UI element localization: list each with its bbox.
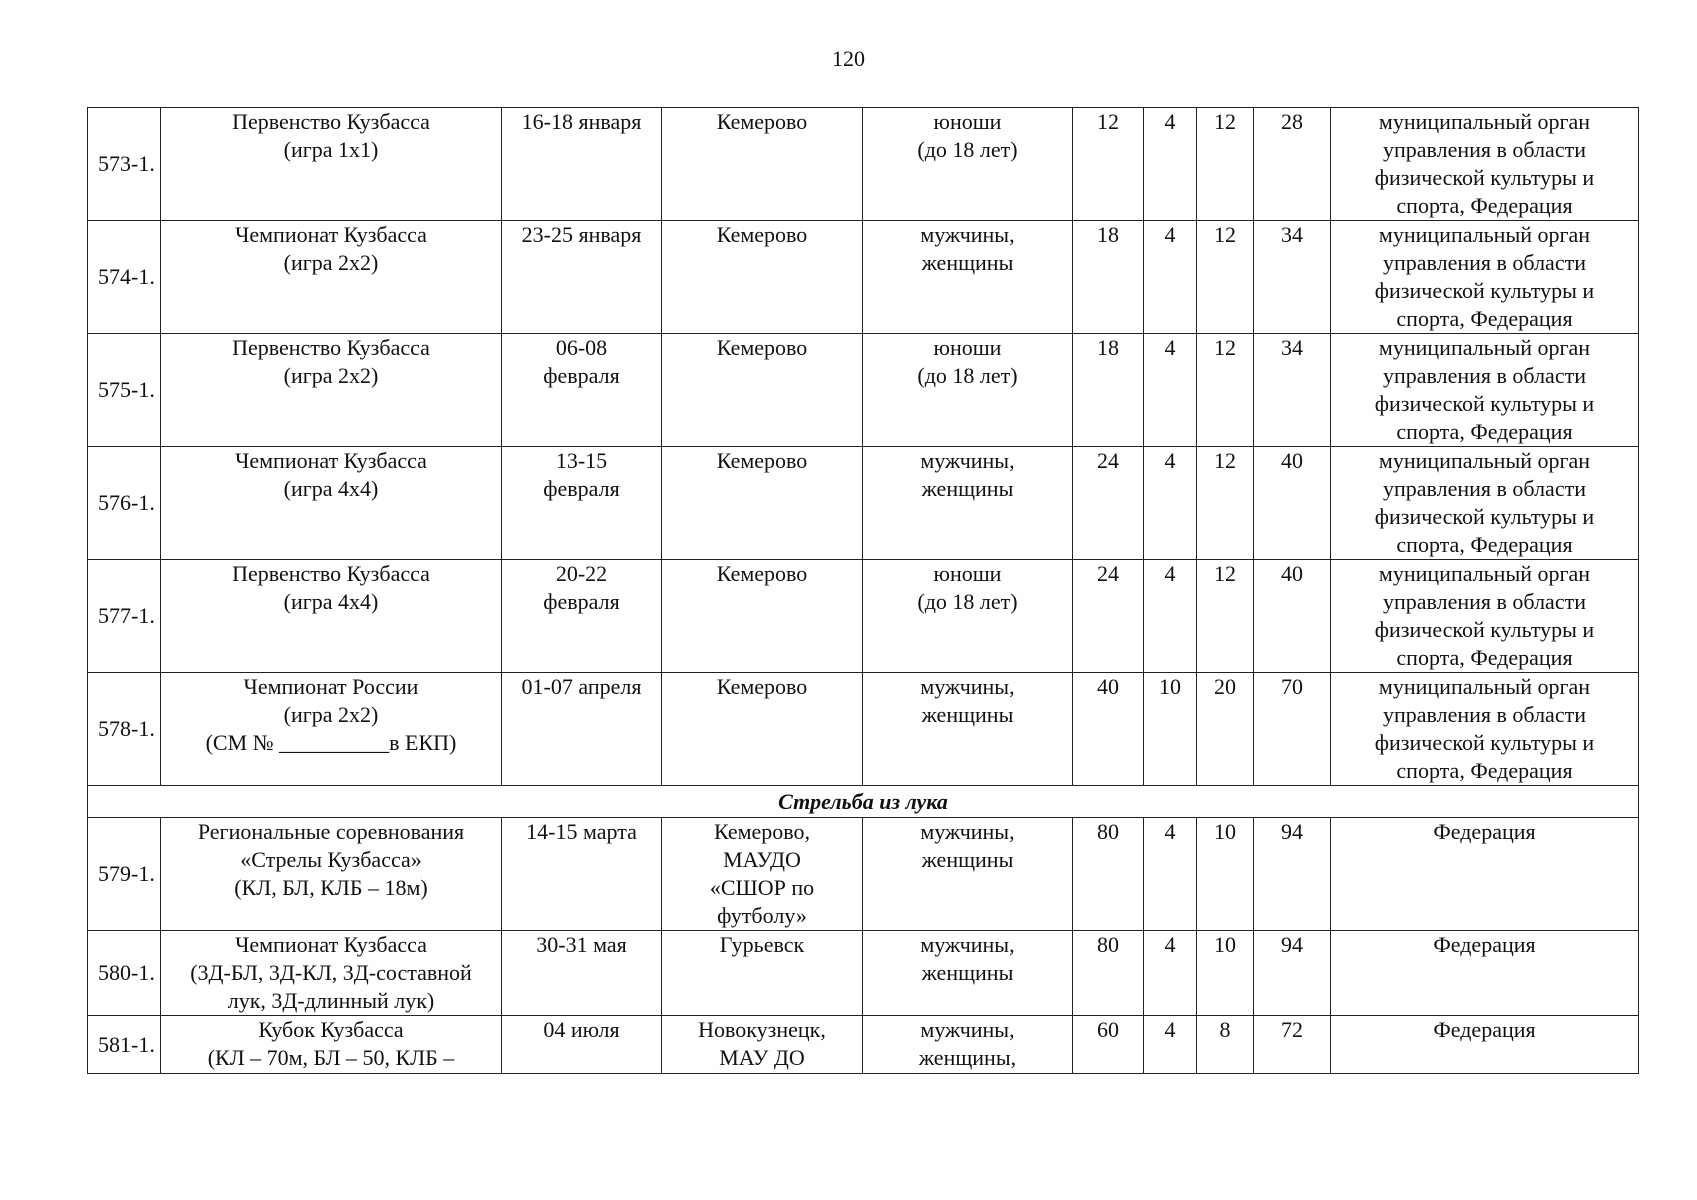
event-place: Кемерово — [662, 221, 863, 334]
row-number: 575-1. — [88, 334, 161, 447]
count-col5: 24 — [1073, 560, 1144, 673]
count-total: 34 — [1254, 334, 1331, 447]
count-col5: 80 — [1073, 931, 1144, 1016]
event-dates: 20-22 февраля — [502, 560, 662, 673]
count-col7: 12 — [1197, 560, 1254, 673]
count-col6: 10 — [1144, 673, 1197, 786]
count-col5: 80 — [1073, 818, 1144, 931]
count-col6: 4 — [1144, 818, 1197, 931]
section-row — [88, 786, 1639, 818]
event-participants: мужчины, женщины, — [863, 1016, 1073, 1074]
event-name: Чемпионат Кузбасса (игра 4х4) — [161, 447, 502, 560]
event-dates: 06-08 февраля — [502, 334, 662, 447]
count-col7: 10 — [1197, 931, 1254, 1016]
row-number: 577-1. — [88, 560, 161, 673]
count-col5: 18 — [1073, 221, 1144, 334]
row-number: 581-1. — [88, 1016, 161, 1074]
count-col6: 4 — [1144, 1016, 1197, 1074]
event-dates: 14-15 марта — [502, 818, 662, 931]
event-organizer: Федерация — [1331, 931, 1639, 1016]
count-col5: 12 — [1073, 108, 1144, 221]
count-col6: 4 — [1144, 108, 1197, 221]
event-place: Кемерово, МАУДО «СШОР по футболу» — [662, 818, 863, 931]
event-participants: мужчины, женщины — [863, 673, 1073, 786]
count-col5: 60 — [1073, 1016, 1144, 1074]
event-organizer: Федерация — [1331, 818, 1639, 931]
table-row — [88, 931, 1639, 1016]
event-organizer: Федерация — [1331, 1016, 1639, 1074]
table-row — [88, 1016, 1639, 1074]
event-place: Новокузнецк, МАУ ДО — [662, 1016, 863, 1074]
event-place: Кемерово — [662, 673, 863, 786]
event-organizer: муниципальный орган управления в области физической культуры и спорта, Федерация — [1331, 221, 1639, 334]
count-total: 94 — [1254, 931, 1331, 1016]
event-participants: мужчины, женщины — [863, 221, 1073, 334]
count-total: 28 — [1254, 108, 1331, 221]
event-name: Первенство Кузбасса (игра 4х4) — [161, 560, 502, 673]
table-row — [88, 560, 1639, 673]
count-col7: 12 — [1197, 221, 1254, 334]
count-col7: 12 — [1197, 108, 1254, 221]
count-total: 72 — [1254, 1016, 1331, 1074]
row-number: 578-1. — [88, 673, 161, 786]
event-place: Кемерово — [662, 447, 863, 560]
events-table — [87, 107, 1639, 1074]
count-col5: 24 — [1073, 447, 1144, 560]
event-place: Гурьевск — [662, 931, 863, 1016]
table-row — [88, 673, 1639, 786]
event-dates: 16-18 января — [502, 108, 662, 221]
event-organizer: муниципальный орган управления в области физической культуры и спорта, Федерация — [1331, 108, 1639, 221]
event-participants: юноши (до 18 лет) — [863, 108, 1073, 221]
count-col6: 4 — [1144, 447, 1197, 560]
count-col7: 12 — [1197, 334, 1254, 447]
event-organizer: муниципальный орган управления в области физической культуры и спорта, Федерация — [1331, 673, 1639, 786]
event-name: Кубок Кузбасса (КЛ – 70м, БЛ – 50, КЛБ – — [161, 1016, 502, 1074]
count-col5: 40 — [1073, 673, 1144, 786]
event-dates: 30-31 мая — [502, 931, 662, 1016]
event-name: Первенство Кузбасса (игра 2х2) — [161, 334, 502, 447]
table-row — [88, 334, 1639, 447]
row-number: 576-1. — [88, 447, 161, 560]
row-number: 580-1. — [88, 931, 161, 1016]
count-col6: 4 — [1144, 334, 1197, 447]
page-number: 120 — [832, 46, 865, 71]
event-dates: 01-07 апреля — [502, 673, 662, 786]
event-name: Чемпионат России (игра 2х2) (СМ № __________в ЕКП) — [161, 673, 502, 786]
event-organizer: муниципальный орган управления в области физической культуры и спорта, Федерация — [1331, 560, 1639, 673]
event-name: Первенство Кузбасса (игра 1х1) — [161, 108, 502, 221]
event-name: Чемпионат Кузбасса (игра 2х2) — [161, 221, 502, 334]
event-participants: мужчины, женщины — [863, 447, 1073, 560]
row-number: 579-1. — [88, 818, 161, 931]
count-col7: 10 — [1197, 818, 1254, 931]
count-col7: 20 — [1197, 673, 1254, 786]
count-col7: 12 — [1197, 447, 1254, 560]
event-participants: мужчины, женщины — [863, 931, 1073, 1016]
event-place: Кемерово — [662, 560, 863, 673]
event-participants: мужчины, женщины — [863, 818, 1073, 931]
count-total: 40 — [1254, 560, 1331, 673]
count-col6: 4 — [1144, 221, 1197, 334]
row-number: 574-1. — [88, 221, 161, 334]
event-dates: 04 июля — [502, 1016, 662, 1074]
count-col6: 4 — [1144, 560, 1197, 673]
event-participants: юноши (до 18 лет) — [863, 334, 1073, 447]
event-place: Кемерово — [662, 334, 863, 447]
count-col5: 18 — [1073, 334, 1144, 447]
count-total: 34 — [1254, 221, 1331, 334]
table-row — [88, 221, 1639, 334]
count-total: 40 — [1254, 447, 1331, 560]
event-dates: 23-25 января — [502, 221, 662, 334]
count-col6: 4 — [1144, 931, 1197, 1016]
event-organizer: муниципальный орган управления в области физической культуры и спорта, Федерация — [1331, 447, 1639, 560]
event-organizer: муниципальный орган управления в области физической культуры и спорта, Федерация — [1331, 334, 1639, 447]
table-row — [88, 818, 1639, 931]
row-number: 573-1. — [88, 108, 161, 221]
event-dates: 13-15 февраля — [502, 447, 662, 560]
event-name: Чемпионат Кузбасса (3Д-БЛ, 3Д-КЛ, 3Д-составной лук, 3Д-длинный лук) — [161, 931, 502, 1016]
event-place: Кемерово — [662, 108, 863, 221]
table-row — [88, 447, 1639, 560]
count-total: 70 — [1254, 673, 1331, 786]
count-col7: 8 — [1197, 1016, 1254, 1074]
table-row — [88, 108, 1639, 221]
count-total: 94 — [1254, 818, 1331, 931]
event-participants: юноши (до 18 лет) — [863, 560, 1073, 673]
event-name: Региональные соревнования «Стрелы Кузбасса» (КЛ, БЛ, КЛБ – 18м) — [161, 818, 502, 931]
section-title: Стрельба из лука — [88, 786, 1639, 818]
